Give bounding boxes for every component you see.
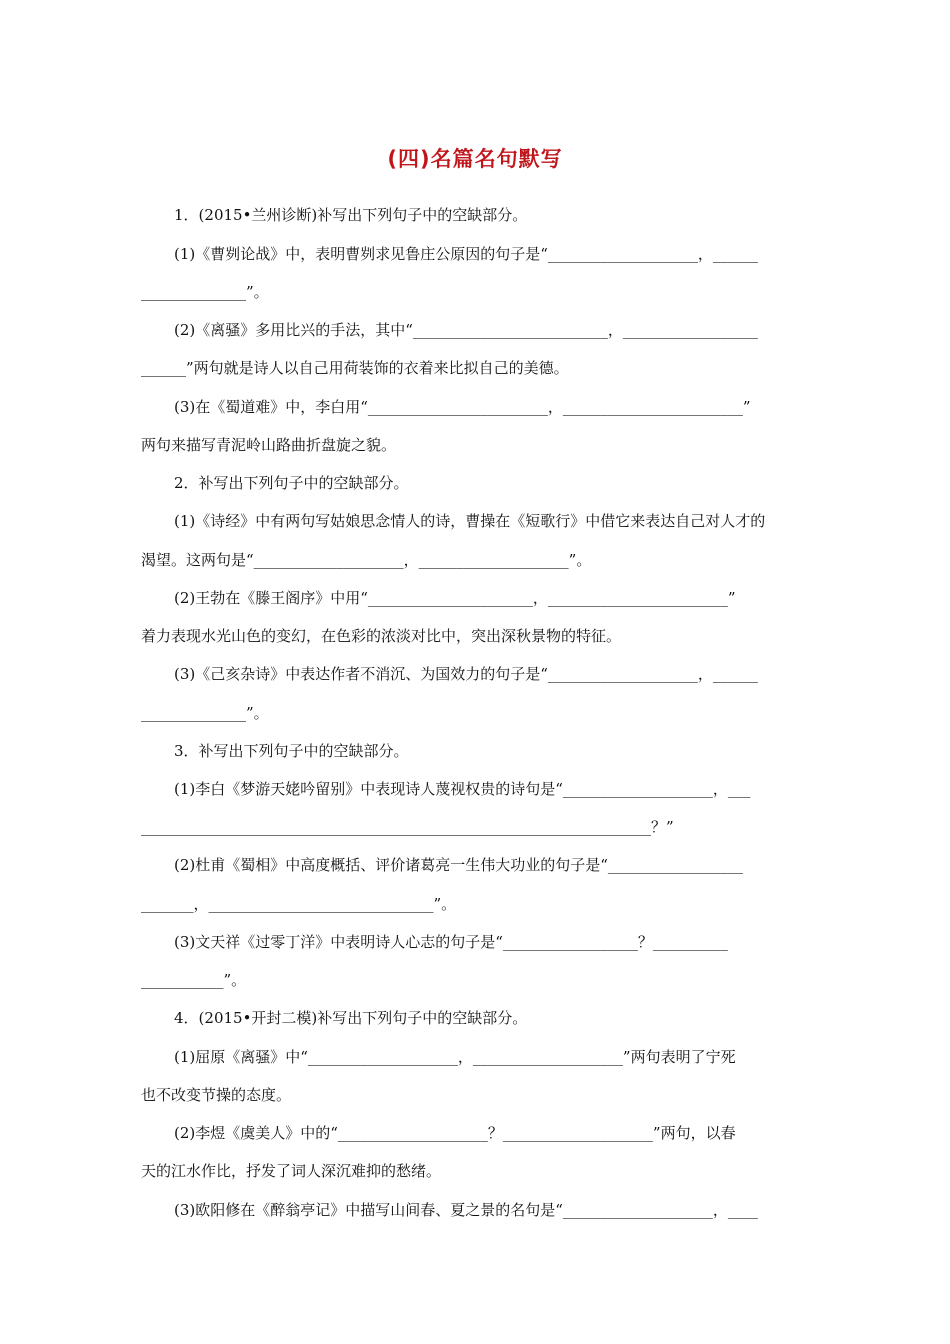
question-3-2-cont: _______，______________________________”。 [141, 895, 457, 913]
question-2-1-cont: 渴望。这两句是“____________________，____________________”。 [141, 551, 592, 569]
question-3-3: (3)文天祥《过零丁洋》中表明诗人心志的句子是“__________________？__________ [174, 933, 728, 951]
question-1-2-cont: ______”两句就是诗人以自己用荷装饰的衣着来比拟自己的美德。 [141, 359, 569, 377]
question-4-stem: 4．(2015•开封二模)补写出下列句子中的空缺部分。 [174, 1009, 528, 1027]
question-2-2-cont: 着力表现水光山色的变幻，在色彩的浓淡对比中，突出深秋景物的特征。 [141, 627, 622, 645]
question-4-2-cont: 天的江水作比，抒发了词人深沉难抑的愁绪。 [141, 1162, 442, 1180]
question-1-1-cont: ______________”。 [141, 283, 269, 301]
page-title: (四)名篇名句默写 [387, 147, 563, 171]
question-3-stem: 3．补写出下列句子中的空缺部分。 [174, 742, 409, 760]
question-1-2: (2)《离骚》多用比兴的手法，其中“__________________________，__________________ [174, 321, 758, 339]
question-4-1: (1)屈原《离骚》中“____________________，____________________”两句表明了宁死 [174, 1048, 736, 1066]
question-3-1-cont: ____________________________________________________________________？” [141, 818, 674, 836]
question-2-3: (3)《己亥杂诗》中表达作者不消沉、为国效力的句子是“____________________，______ [174, 665, 758, 683]
question-1-stem: 1．(2015•兰州诊断)补写出下列句子中的空缺部分。 [174, 206, 528, 224]
question-2-2: (2)王勃在《滕王阁序》中用“______________________，________________________” [174, 589, 736, 607]
question-4-2: (2)李煜《虞美人》中的“____________________？____________________”两句，以春 [174, 1124, 736, 1142]
question-2-3-cont: ______________”。 [141, 704, 269, 722]
question-2-stem: 2．补写出下列句子中的空缺部分。 [174, 474, 409, 492]
question-3-1: (1)李白《梦游天姥吟留别》中表现诗人蔑视权贵的诗句是“____________________，___ [174, 780, 751, 798]
question-3-3-cont: ___________”。 [141, 971, 247, 989]
question-1-3-cont: 两句来描写青泥岭山路曲折盘旋之貌。 [141, 436, 397, 454]
question-1-3: (3)在《蜀道难》中，李白用“________________________，________________________” [174, 398, 751, 416]
question-4-3: (3)欧阳修在《醉翁亭记》中描写山间春、夏之景的名句是“____________________，____ [174, 1201, 758, 1219]
question-1-1: (1)《曹刿论战》中，表明曹刿求见鲁庄公原因的句子是“____________________，______ [174, 245, 758, 263]
question-4-1-cont: 也不改变节操的态度。 [141, 1086, 292, 1104]
question-3-2: (2)杜甫《蜀相》中高度概括、评价诸葛亮一生伟大功业的句子是“__________________ [174, 856, 743, 874]
question-2-1: (1)《诗经》中有两句写姑娘思念情人的诗，曹操在《短歌行》中借它来表达自己对人才的 [174, 512, 766, 530]
